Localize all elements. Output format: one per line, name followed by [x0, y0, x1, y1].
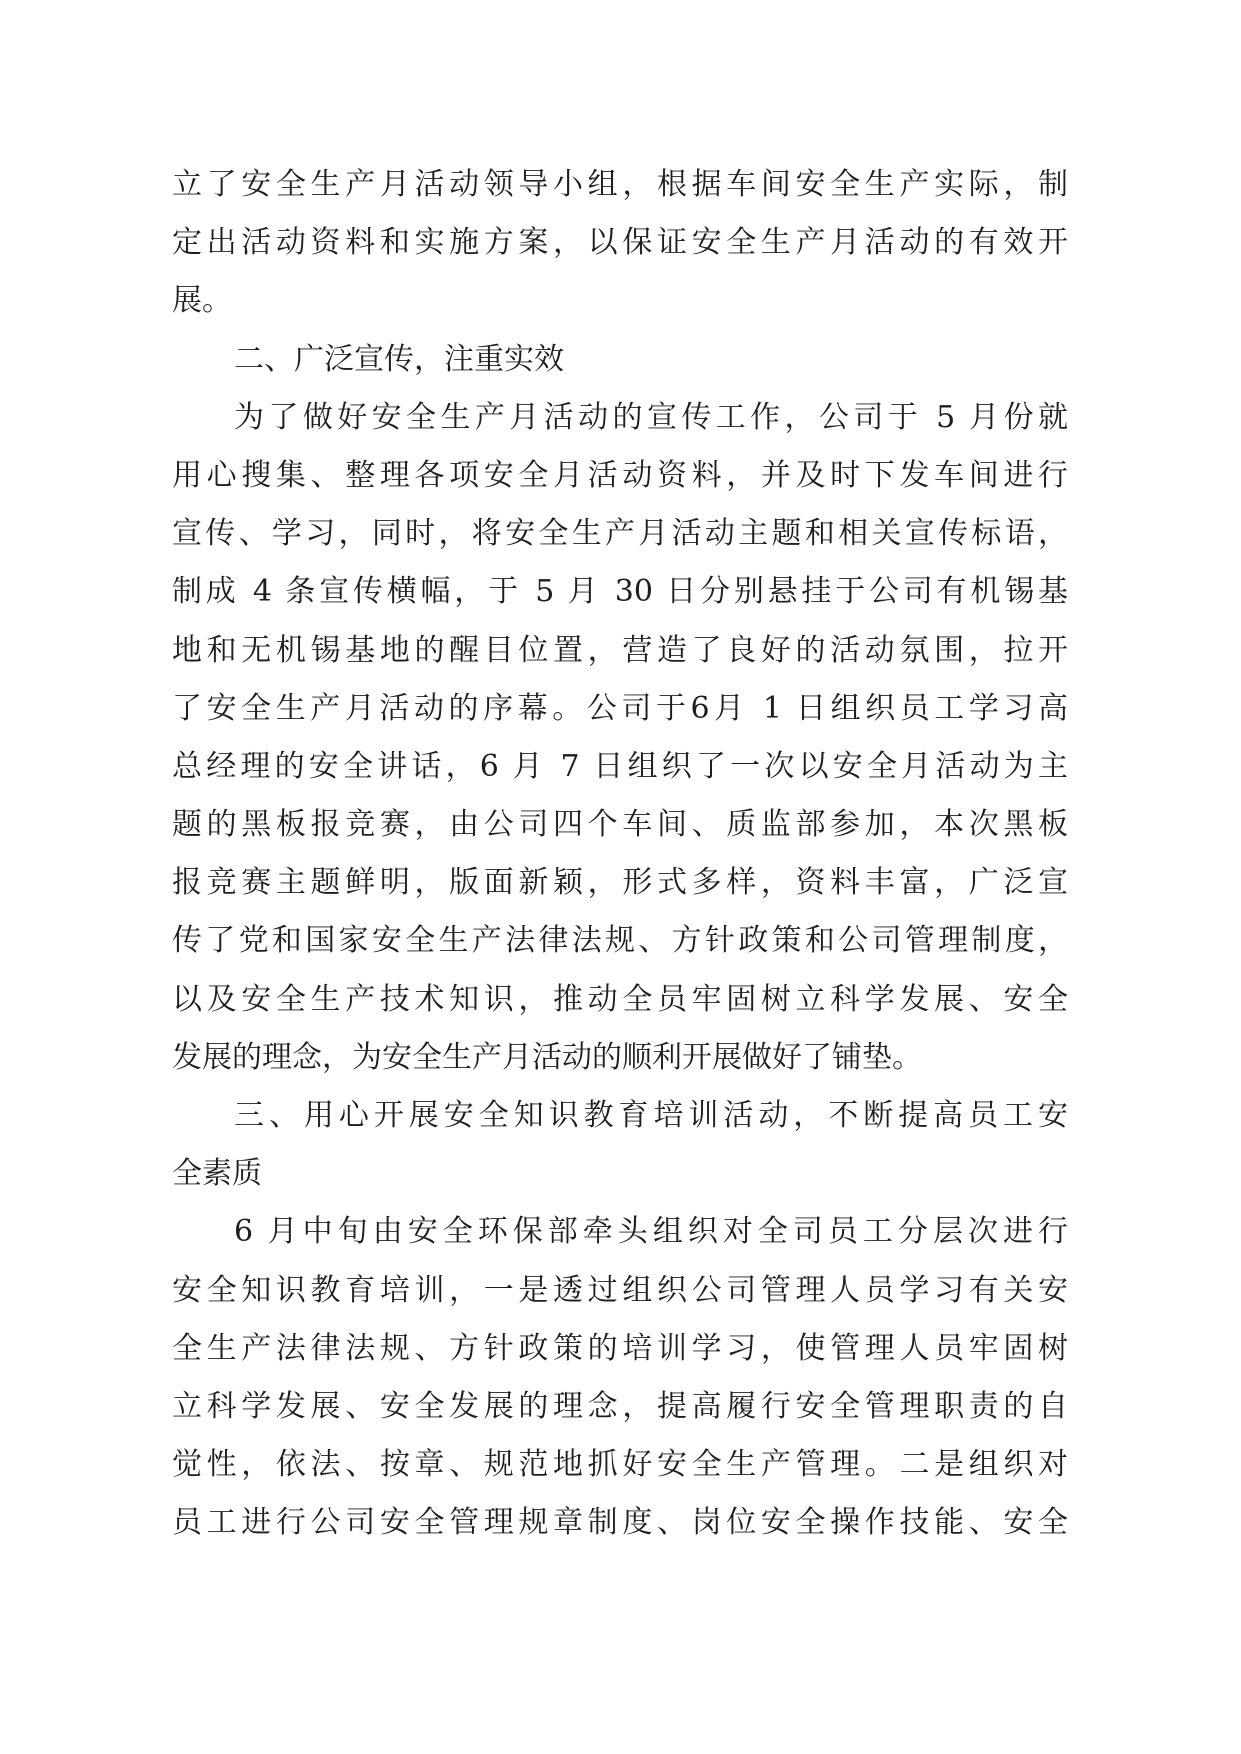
text-line: 展。 — [172, 283, 232, 319]
section-heading-2 — [172, 331, 1068, 389]
text-line: 制成 4 条宣传横幅，于 5 月 30 日分别悬挂于公司有机锡基 — [172, 574, 1068, 610]
text-line: 立了安全生产月活动领导小组，根据车间安全生产实际，制 — [172, 167, 1068, 202]
text-line: 地和无机锡基地的醒目位置，营造了良好的活动氛围，拉开 — [172, 632, 1068, 668]
text-line: 用心搜集、整理各项安全月活动资料，并及时下发车间进行 — [172, 457, 1068, 493]
paragraph-training — [172, 1203, 1068, 1552]
text-line: 立科学发展、安全发展的理念，提高履行安全管理职责的自 — [172, 1388, 1068, 1424]
section-heading-line: 全素质 — [172, 1156, 262, 1192]
paragraph-publicity — [172, 389, 1068, 1087]
text-line: 发展的理念，为安全生产月活动的顺利开展做好了铺垫。 — [172, 1039, 922, 1075]
section-heading-3 — [172, 1087, 1068, 1203]
paragraph-continuation — [172, 156, 1068, 331]
text-line: 觉性，依法、按章、规范地抓好安全生产管理。二是组织对 — [172, 1447, 1068, 1483]
text-line: 定出活动资料和实施方案，以保证安全生产月活动的有效开 — [172, 225, 1068, 261]
text-line: 安全知识教育培训，一是透过组织公司管理人员学习有关安 — [172, 1272, 1068, 1308]
text-line: 全生产法律法规、方针政策的培训学习，使管理人员牢固树 — [172, 1330, 1068, 1366]
text-line: 员工进行公司安全管理规章制度、岗位安全操作技能、安全 — [172, 1505, 1068, 1541]
text-line: 以及安全生产技术知识，推动全员牢固树立科学发展、安全 — [172, 981, 1068, 1017]
text-line: 总经理的安全讲话，6 月 7 日组织了一次以安全月活动为主 — [172, 748, 1068, 784]
section-heading-line: 三、用心开展安全知识教育培训活动，不断提高员工安 — [234, 1098, 1068, 1133]
text-line: 宣传、学习，同时，将安全生产月活动主题和相关宣传标语， — [172, 516, 1068, 552]
text-line: 为了做好安全生产月活动的宣传工作，公司于 5 月份就 — [234, 399, 1068, 435]
text-line: 题的黑板报竞赛，由公司四个车间、质监部参加，本次黑板 — [172, 807, 1068, 843]
text-line: 报竞赛主题鲜明，版面新颖，形式多样，资料丰富，广泛宣 — [172, 865, 1068, 901]
section-heading-line: 二、广泛宣传，注重实效 — [234, 341, 564, 377]
document-body — [172, 156, 1068, 1553]
text-line: 了安全生产月活动的序幕。公司于6月 1 日组织员工学习高 — [172, 690, 1068, 726]
text-line: 传了党和国家安全生产法律法规、方针政策和公司管理制度， — [172, 923, 1068, 959]
text-line: 6 月中旬由安全环保部牵头组织对全司员工分层次进行 — [234, 1214, 1068, 1250]
